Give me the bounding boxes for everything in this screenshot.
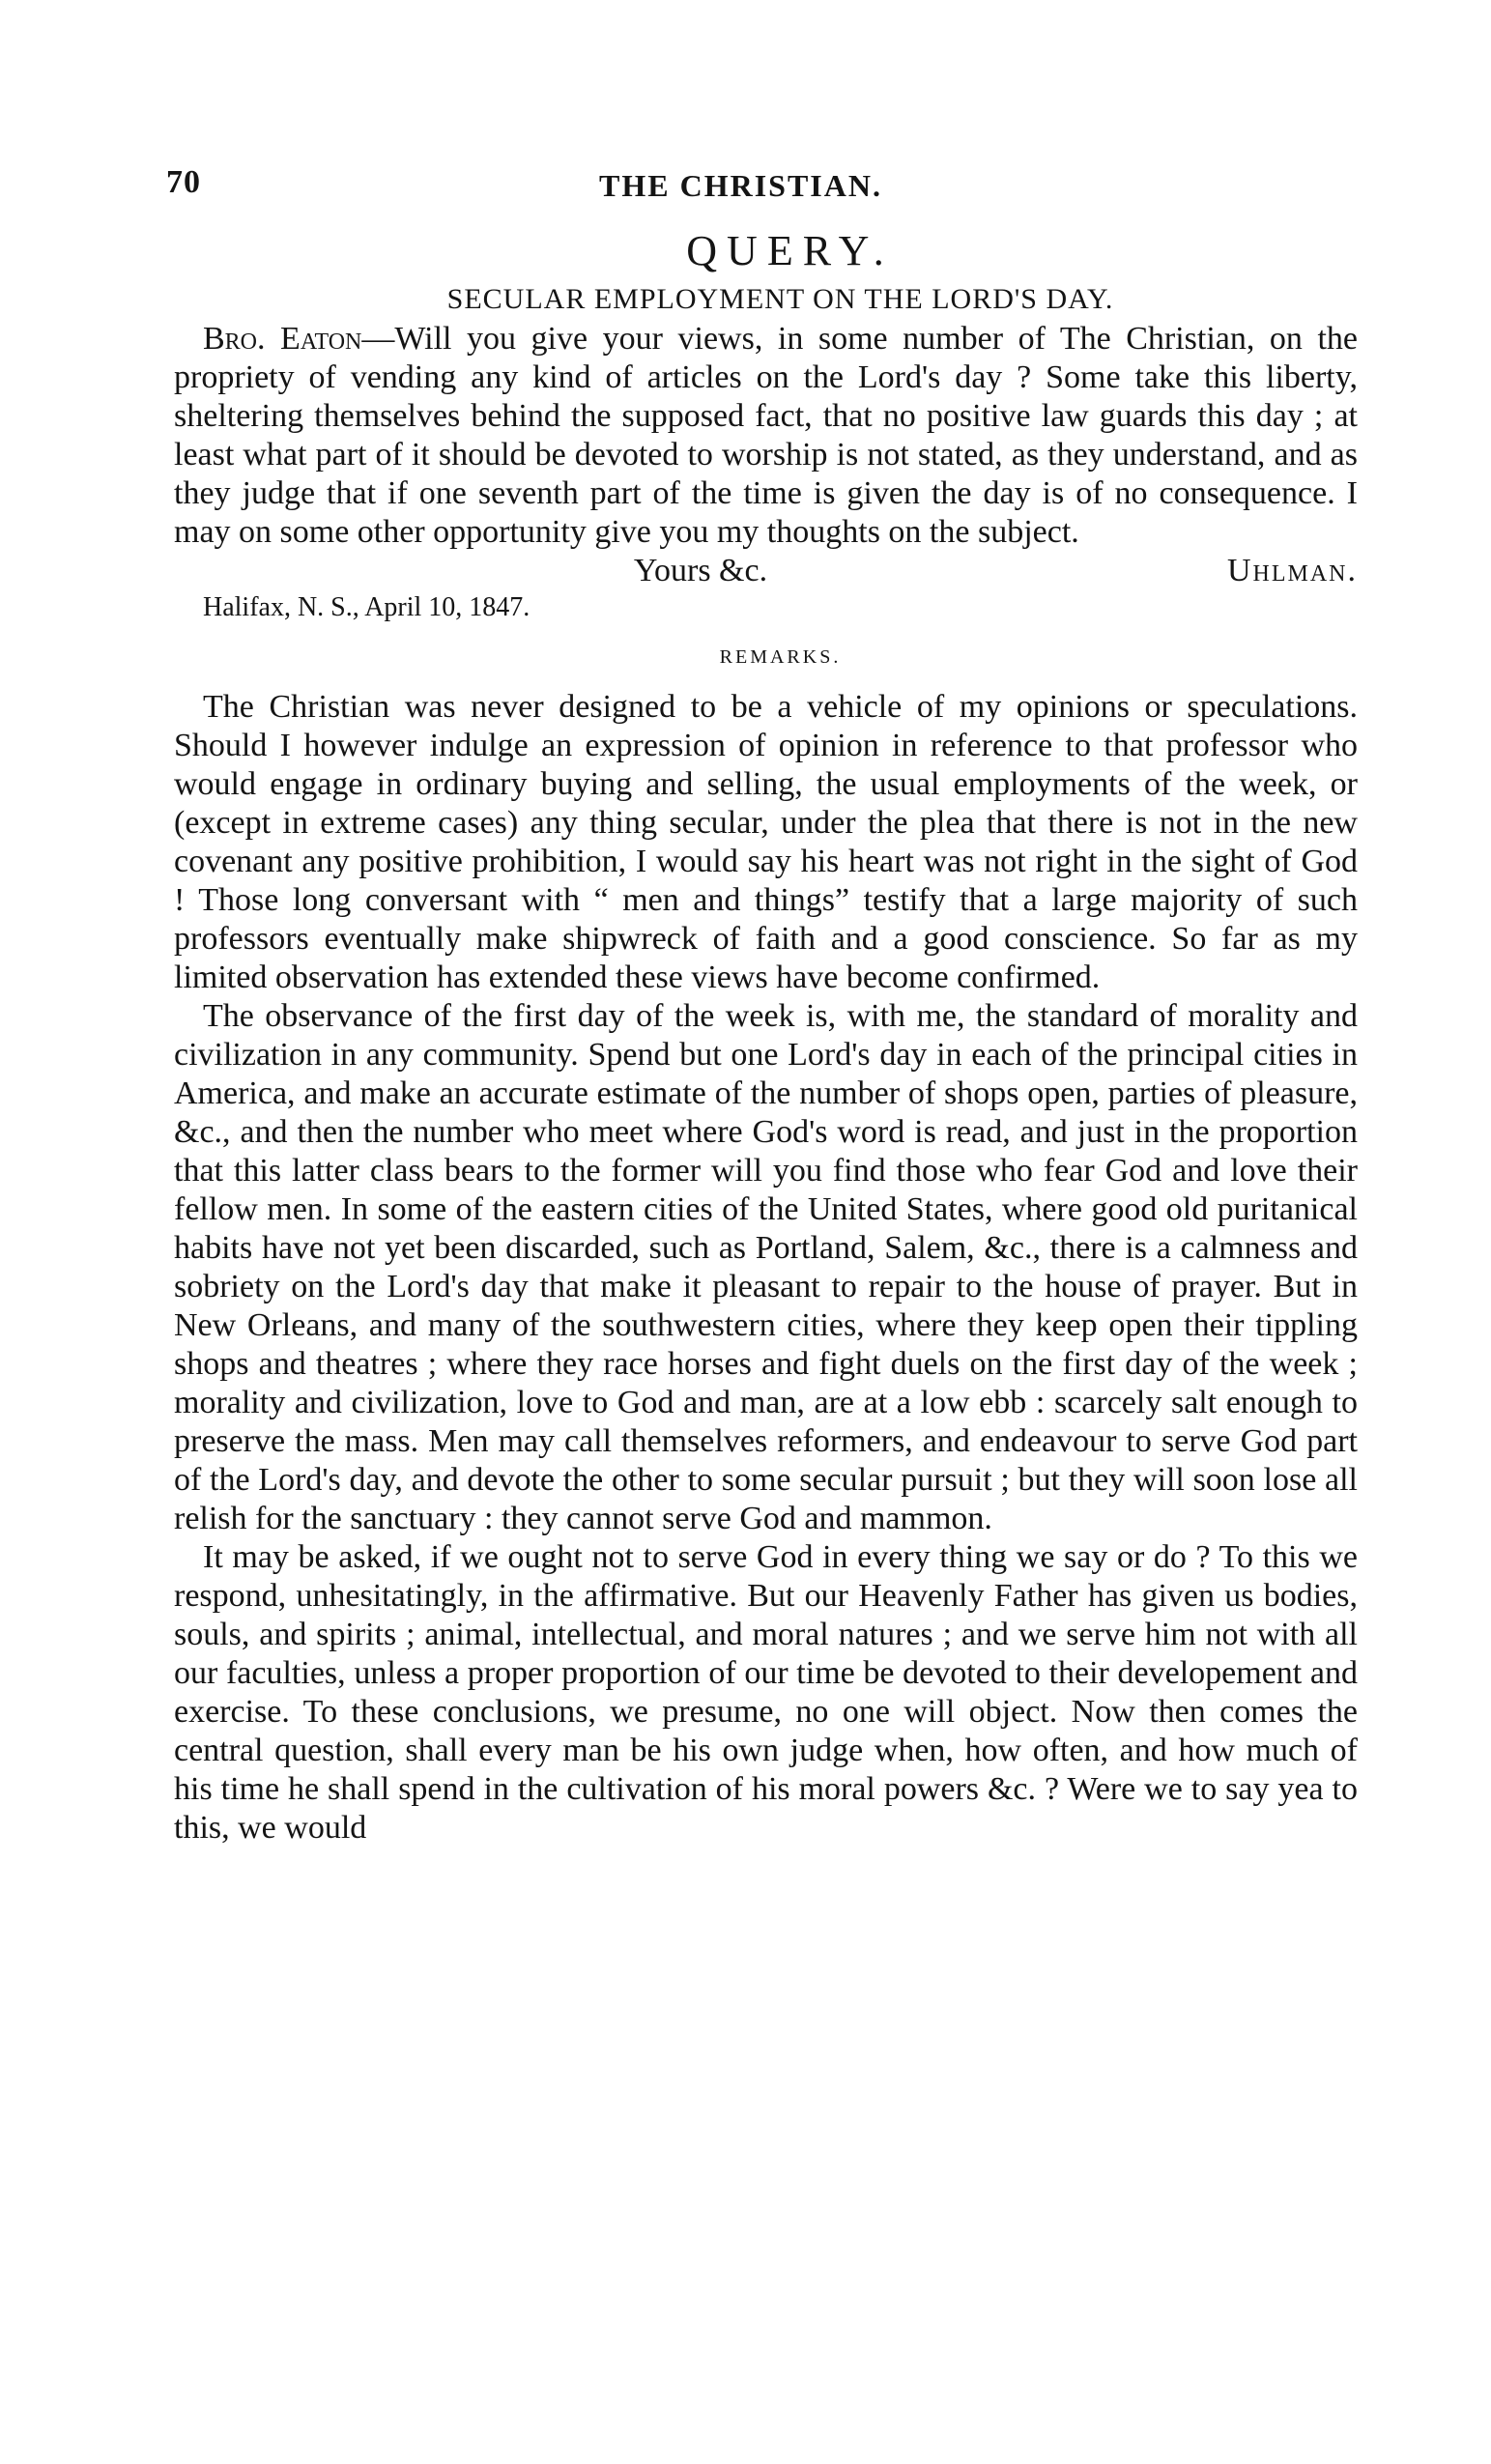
remarks-paragraph: The observance of the first day of the week is, with me, the standard of morality and civilization in any community. Spend but one Lord's day in each of the principal cities in America, and make an accurate estimate of the number of shops open, parties of pleasure, &c., and then the number who meet where God's word is read, and just in the proportion that this latter class bears to the former will you find those who fear God and love their fellow men. In some of the eastern cities of the United States, where good old puritanical habits have not yet been discarded, such as Portland, Salem, &c., there is a calmness and sobriety on the Lord's day that make it pleasant to repair to the house of prayer. But in New Orleans, and many of the southwestern cities, where they keep open their tippling shops and theatres ; where they race horses and fight duels on the first day of the week ; morality and civilization, love to God and man, are at a low ebb : scarcely salt enough to preserve the mass. Men may call themselves reformers, and endeavour to serve God part of the Lord's day, and devote the other to some secular pursuit ; but they will soon lose all relish for the sanctuary : they cannot serve God and mammon.	[174, 998, 1358, 1536]
page	[166, 155, 1359, 1848]
signature: Uhlman.	[1226, 553, 1358, 588]
closing: Yours &c.	[633, 553, 768, 588]
query-subtitle: SECULAR EMPLOYMENT ON THE LORD'S DAY.	[446, 283, 1114, 315]
remarks-paragraph: It may be asked, if we ought not to serve God in every thing we say or do ? To this we respond, unhesitatingly, in the affirmative. But our Heavenly Father has given us bodies, souls, and spirits ; animal, intellectual, and moral natures ; and we serve him not with all our faculties, unless a proper proportion of our time be devoted to their developement and exercise. To these conclusions, we presume, no one will object. Now then comes the central question, shall every man be his own judge when, how often, and how much of his time he shall spend in the cultivation of his moral powers &c. ? Were we to say yea to this, we would	[174, 1539, 1358, 1846]
query-letter-text: —Will you give your views, in some number of The Christian, on the propriety of vending any kind of articles on the Lord's day ? Some take this liberty, sheltering themselves behind the supposed fact, that no positive law guards this day ; at least what part of it should be devoted to worship is not stated, as they understand, and as they judge that if one seventh part of the time is given the day is of no consequence. I may on some other opportunity give you my thoughts on the subject.	[174, 321, 1359, 550]
remarks-body	[174, 688, 1358, 1848]
signoff	[174, 552, 1358, 590]
salutation: Bro. Eaton	[203, 321, 362, 357]
query-title: QUERY.	[686, 227, 894, 274]
dateline: Halifax, N. S., April 10, 1847.	[203, 592, 530, 622]
remarks-heading: REMARKS.	[719, 646, 842, 668]
page-number: 70	[166, 164, 201, 200]
running-head	[166, 155, 1358, 213]
journal-title: THE CHRISTIAN.	[599, 168, 882, 203]
query-letter-paragraph	[174, 320, 1358, 552]
query-letter	[174, 320, 1358, 552]
remarks-paragraph: The Christian was never designed to be a vehicle of my opinions or speculations. Should I however indulge an expression of opinion in reference to that professor who would engage in ordinary buying and selling, the usual employments of the week, or (except in extreme cases) any thing secular, under the plea that there is not in the new covenant any positive prohibition, I would say his heart was not right in the sight of God ! Those long conversant with “ men and things” testify that a large majority of such professors eventually make shipwreck of faith and a good conscience. So far as my limited observation has extended these views have become confirmed.	[174, 689, 1358, 995]
